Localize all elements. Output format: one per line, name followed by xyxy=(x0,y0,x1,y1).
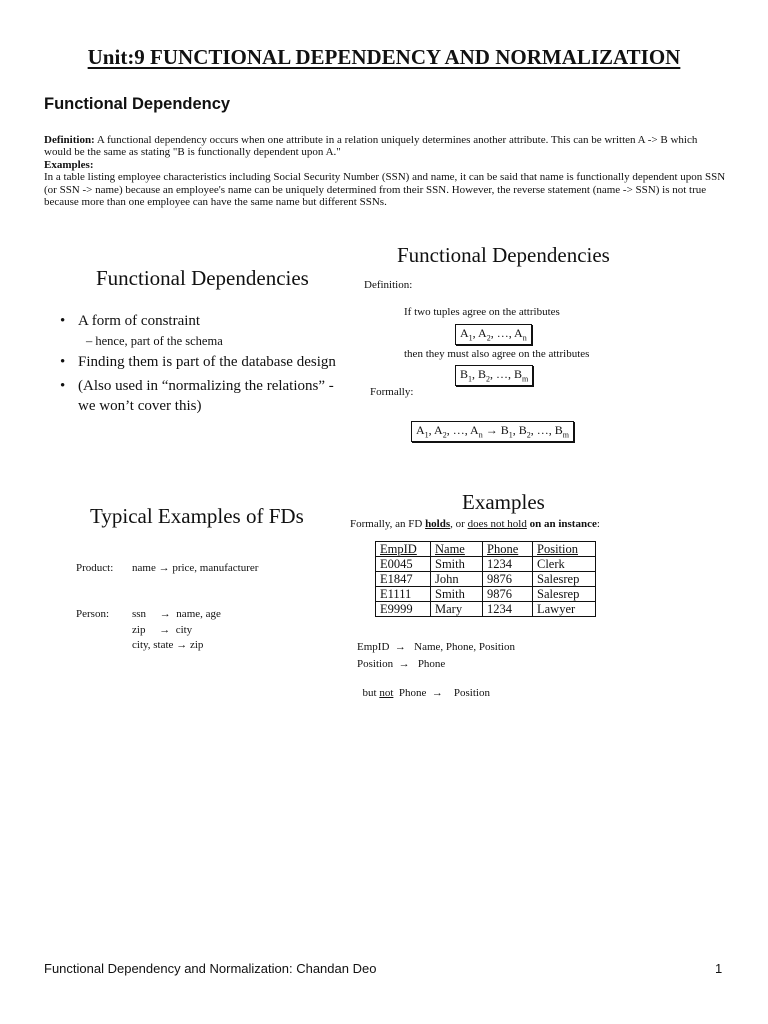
person-fd-2: zip → city xyxy=(132,624,193,636)
table-cell: Smith xyxy=(431,557,483,572)
table-cell: E1847 xyxy=(376,572,431,587)
slide1-title: Functional Dependencies xyxy=(96,266,309,290)
slide1-bullet-text: Finding them is part of the database design xyxy=(78,354,336,370)
attributes-b-box: $B_1$, $B_2$, …, $B_m$ xyxy=(455,365,533,386)
person-fd-3: city, state → zip xyxy=(132,639,204,651)
product-label: Product: xyxy=(76,562,114,574)
slide1-bullet-1 xyxy=(60,311,200,331)
table-cell: John xyxy=(431,572,483,587)
definition-paragraph xyxy=(44,134,726,159)
table-row xyxy=(376,602,596,617)
slide2-formally: Formally: xyxy=(370,386,414,398)
table-cell: 9876 xyxy=(483,572,533,587)
employee-table xyxy=(375,541,596,617)
col-position: Position xyxy=(533,542,596,557)
section-heading: Functional Dependency xyxy=(44,95,231,113)
table-cell: Lawyer xyxy=(533,602,596,617)
slide4-title: Examples xyxy=(462,490,545,514)
person-fd-1: ssn → name, age xyxy=(132,608,221,620)
formal-fd-box: $A_1$, $A_2$, …, $A_n \to B_1$, $B_2$, …, $B_m$ xyxy=(411,421,574,442)
table-cell: E1111 xyxy=(376,587,431,602)
table-cell: E0045 xyxy=(376,557,431,572)
table-row xyxy=(376,572,596,587)
definition-label: Definition: xyxy=(44,134,95,146)
fd-not-phone: but not Phone → Position xyxy=(362,687,490,699)
page-number: 1 xyxy=(715,961,723,976)
slide2-definition-label: Definition: xyxy=(364,279,413,291)
table-cell: Salesrep xyxy=(533,587,596,602)
col-name: Name xyxy=(431,542,483,557)
table-cell: Smith xyxy=(431,587,483,602)
table-cell: 1234 xyxy=(483,602,533,617)
slide1-bullet-2 xyxy=(60,352,336,372)
person-label: Person: xyxy=(76,608,109,620)
slide2-line1: If two tuples agree on the attributes xyxy=(404,306,560,318)
slide2-title: Functional Dependencies xyxy=(397,243,610,267)
fd-empid: EmpID → Name, Phone, Position xyxy=(357,641,515,653)
table-cell: Salesrep xyxy=(533,572,596,587)
slide1-bullet-text: (Also used in “normalizing the relations” - xyxy=(78,378,334,394)
bullet-glyph: • xyxy=(60,378,66,394)
page-title: Unit:9 FUNCTIONAL DEPENDENCY AND NORMALIZATION xyxy=(87,45,681,69)
slide1-bullet-text: A form of constraint xyxy=(78,313,201,329)
slide1-subbullet: – hence, part of the schema xyxy=(86,334,223,348)
bullet-glyph: • xyxy=(60,354,66,370)
intro-text xyxy=(44,134,726,208)
examples-label: Examples: xyxy=(44,158,94,171)
table-cell: Clerk xyxy=(533,557,596,572)
attributes-a-box: $A_1$, $A_2$, …, $A_n$ xyxy=(455,324,532,345)
table-cell: 1234 xyxy=(483,557,533,572)
table-cell: 9876 xyxy=(483,587,533,602)
table-cell: Mary xyxy=(431,602,483,617)
fd-position: Position → Phone xyxy=(357,658,446,670)
table-row xyxy=(376,587,596,602)
slide4-intro: Formally, an FD holds, or does not hold on an instance: xyxy=(350,518,600,530)
table-row xyxy=(376,557,596,572)
col-empid: EmpID xyxy=(376,542,431,557)
col-phone: Phone xyxy=(483,542,533,557)
product-fd: name → price, manufacturer xyxy=(132,562,259,574)
examples-text: In a table listing employee characteristics including Social Security Number (SSN) and name, it can be said that name is functionally dependent upon SSN (or SSN -> name) because an employee's name can be uniquely determined from their SSN. However, the reverse statement (name -> SSN) is not true because more than one employee can have the same name but different SSNs. xyxy=(44,171,726,209)
footer-author: Functional Dependency and Normalization: Chandan Deo xyxy=(44,961,377,976)
slide1-bullet-3 xyxy=(60,376,334,396)
table-header-row xyxy=(376,542,596,557)
slide2-line2: then they must also agree on the attributes xyxy=(404,348,590,360)
slide3-title: Typical Examples of FDs xyxy=(90,504,304,528)
slide1-bullet-3-cont: we won’t cover this) xyxy=(78,398,202,414)
definition-text: A functional dependency occurs when one attribute in a relation uniquely determines another attribute. This can be written A -> B which would be the same as stating "B is functionally dependent upon A." xyxy=(44,134,698,159)
bullet-glyph: • xyxy=(60,313,66,329)
table-cell: E9999 xyxy=(376,602,431,617)
